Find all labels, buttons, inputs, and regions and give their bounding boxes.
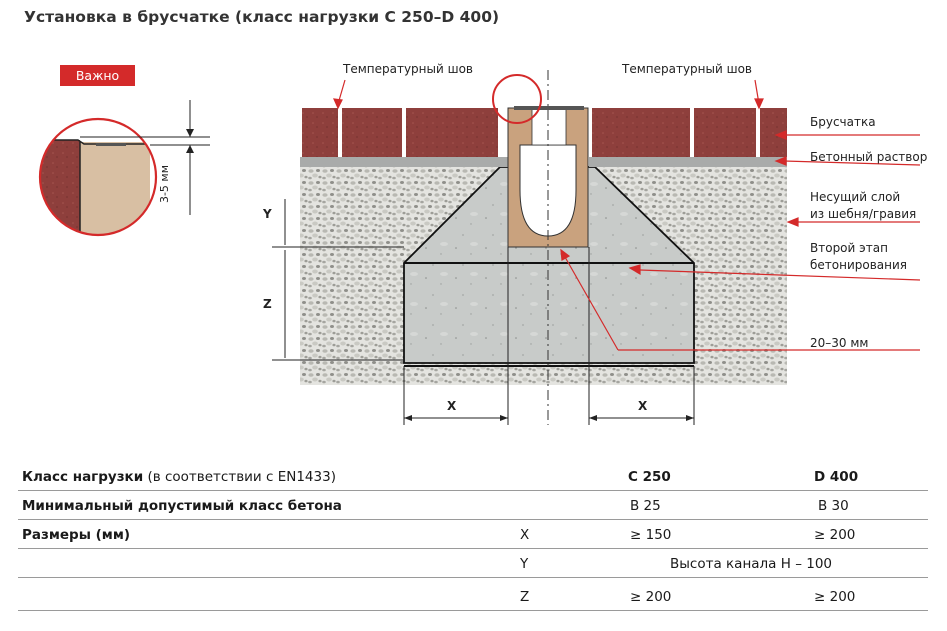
paving-label: Брусчатка	[810, 115, 876, 129]
table-header-row	[18, 463, 928, 491]
row-d400: ≥ 200	[814, 527, 856, 543]
page-title: Установка в брусчатке (класс нагрузки С 250–D 400)	[24, 8, 500, 26]
row-sub: X	[520, 527, 530, 543]
bearing-layer-label-1: Несущий слой	[810, 190, 901, 204]
row-label: Размеры (мм)	[22, 527, 131, 543]
important-badge: Важно	[60, 65, 135, 86]
dim-z-label: Z	[263, 297, 272, 311]
table-row	[18, 521, 928, 549]
detail-dimension-label: 3-5 мм	[158, 164, 172, 204]
row-merged: Высота канала Н – 100	[670, 556, 832, 572]
row-c250: ≥ 200	[630, 589, 672, 605]
dim-y-label: Y	[263, 207, 272, 221]
row-c250: ≥ 150	[630, 527, 672, 543]
detail-magnifier	[38, 100, 210, 242]
gap-label: 20–30 мм	[810, 336, 869, 350]
mortar-label: Бетонный раствор	[810, 150, 928, 164]
row-label: Минимальный допустимый класс бетона	[22, 498, 342, 514]
header-label: Класс нагрузки (в соответствии с EN1433)	[22, 469, 336, 485]
header-d400: D 400	[814, 469, 859, 485]
row-d400: B 30	[818, 498, 849, 514]
row-sub: Y	[520, 556, 529, 572]
row-sub: Z	[520, 589, 530, 605]
header-c250: С 250	[628, 469, 671, 485]
table-row	[18, 492, 928, 520]
second-stage-label-2: бетонирования	[810, 258, 908, 272]
dim-x-left-label: X	[447, 399, 457, 413]
table-row	[18, 550, 928, 578]
row-d400: ≥ 200	[814, 589, 856, 605]
table-row	[18, 579, 928, 611]
temp-seam-right-label: Температурный шов	[622, 62, 753, 76]
temp-seam-left-label: Температурный шов	[343, 62, 474, 76]
row-c250: B 25	[630, 498, 661, 514]
dim-x-right-label: X	[638, 399, 648, 413]
section-drawing	[272, 70, 787, 425]
second-stage-label-1: Второй этап	[810, 241, 888, 255]
bearing-layer-label-2: из шебня/гравия	[810, 207, 917, 221]
